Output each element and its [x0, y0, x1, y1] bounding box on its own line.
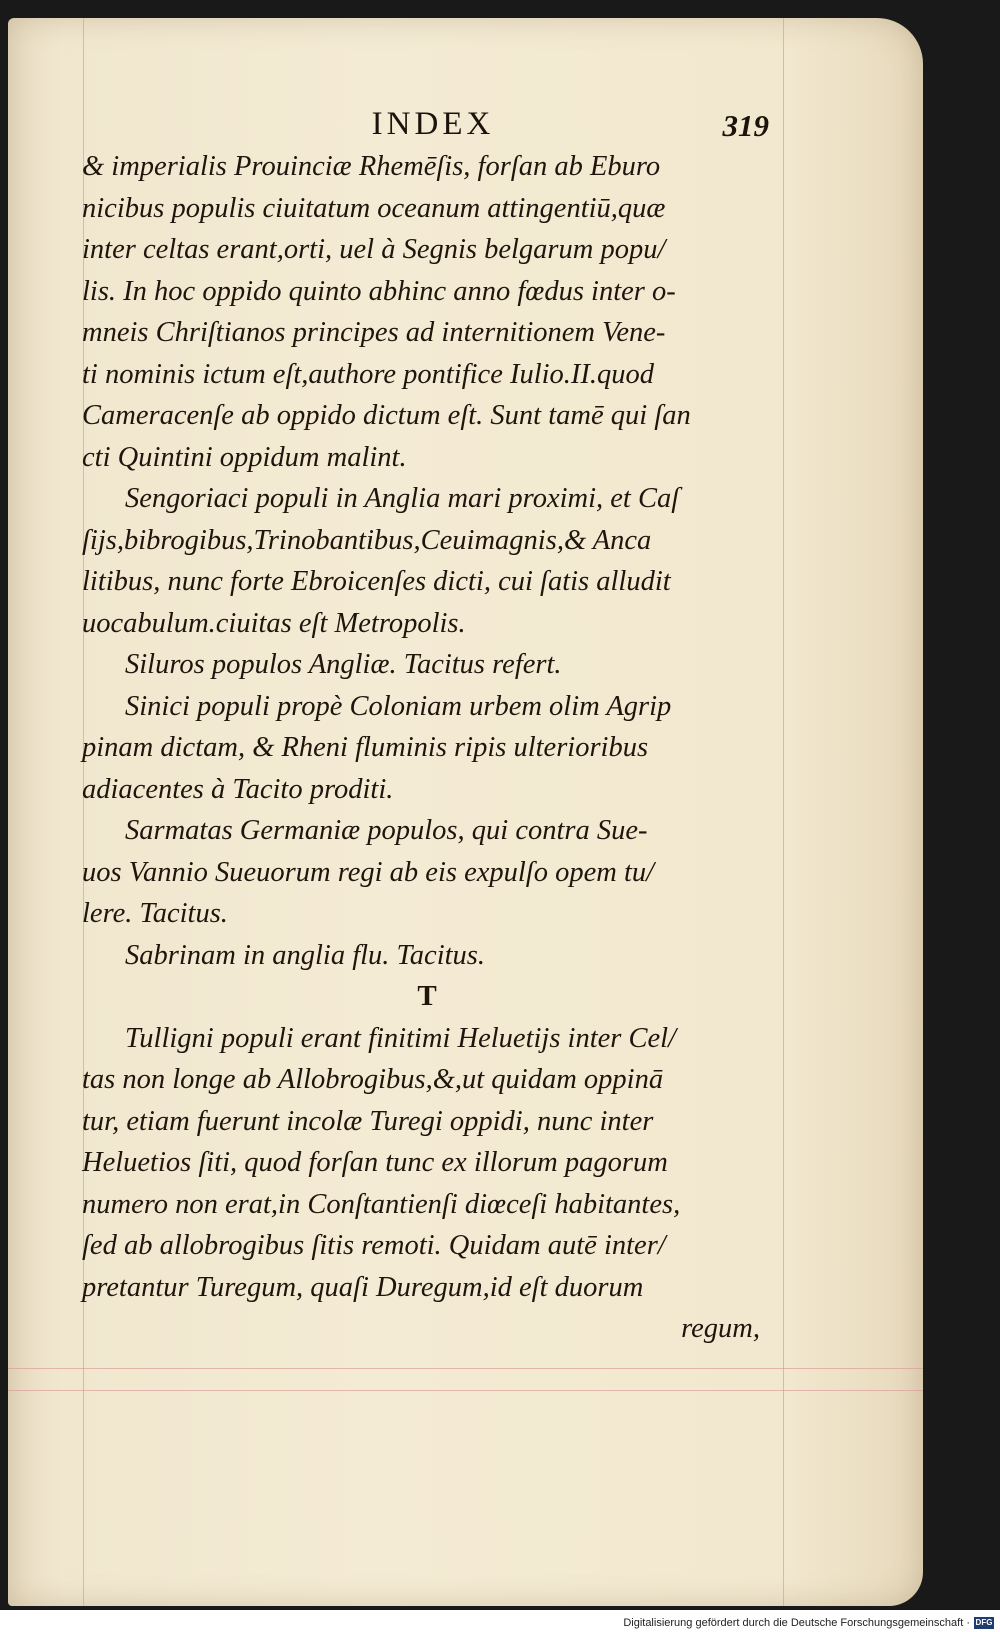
text-line: tas non longe ab Allobrogibus,&,ut quidam oppinā	[82, 1064, 664, 1095]
text-line: nicibus populis ciuitatum oceanum attingentiū,quæ	[82, 192, 666, 224]
text-line: numero non erat,in Conſtantienſi diœceſi habitantes,	[82, 1188, 681, 1220]
margin-rule-bottom-1	[8, 1368, 923, 1369]
text-line: tur, etiam fuerunt incolæ Turegi oppidi, nunc inter	[82, 1105, 654, 1137]
text-line: ſijs,bibrogibus,Trinobantibus,Ceuimagnis,& Anca	[82, 524, 652, 556]
entry-sinici: Sinici populi propè Coloniam urbem olim Agrip	[125, 690, 672, 722]
text-line: ſed ab allobrogibus ſitis remoti. Quidam autē inter/	[82, 1230, 666, 1261]
text-line: inter celtas erant,orti, uel à Segnis belgarum popu/	[82, 234, 666, 265]
index-text	[82, 146, 772, 1350]
text-line: litibus, nunc forte Ebroicenſes dicti, cui ſatis alludit	[82, 566, 671, 597]
running-head-title: INDEX	[371, 106, 495, 142]
footer-credit: Digitalisierung gefördert durch die Deutsche Forschungsgemeinschaft ·	[623, 1617, 970, 1629]
digitization-footer	[623, 1615, 994, 1631]
text-line: lis. In hoc oppido quinto abhinc anno fœdus inter o-	[82, 275, 676, 307]
text-line: mneis Chriſtianos principes ad internitionem Vene-	[82, 317, 666, 348]
entry-sengoriaci: Sengoriaci populi in Anglia mari proximi, et Caſ	[125, 483, 680, 514]
entry-tulligni: Tulligni populi erant finitimi Heluetijs inter Cel/	[125, 1022, 677, 1054]
text-line: pinam dictam, & Rheni fluminis ripis ulterioribus	[82, 732, 649, 763]
entry-siluros: Siluros populos Angliæ. Tacitus refert.	[125, 649, 562, 680]
text-line: & imperialis Prouinciæ Rhemēſis, forſan ab Eburo	[82, 151, 661, 182]
text-line: pretantur Turegum, quaſi Duregum,id eſt duorum	[82, 1271, 644, 1303]
text-line: adiacentes à Tacito proditi.	[82, 773, 394, 805]
entry-sabrinam: Sabrinam in anglia flu. Tacitus.	[125, 939, 485, 971]
text-line: Heluetios ſiti, quod forſan tunc ex illorum pagorum	[82, 1147, 668, 1178]
page-number: 319	[722, 108, 769, 143]
entry-sarmatas: Sarmatas Germaniæ populos, qui contra Sue-	[125, 815, 648, 846]
text-line: cti Quintini oppidum malint.	[82, 441, 407, 473]
catchword: regum,	[681, 1313, 760, 1344]
text-line: lere. Tacitus.	[82, 898, 228, 929]
section-letter: T	[417, 980, 437, 1012]
dfg-logo: DFG	[975, 1618, 993, 1627]
text-line: uocabulum.ciuitas eſt Metropolis.	[82, 607, 466, 639]
text-line: Cameracenſe ab oppido dictum eſt. Sunt tamē qui ſan	[82, 400, 691, 431]
text-line: uos Vannio Sueuorum regi ab eis expulſo opem tu/	[82, 856, 655, 888]
margin-rule-bottom-2	[8, 1390, 923, 1391]
text-line: ti nominis ictum eſt,authore pontifice Iulio.II.quod	[82, 358, 655, 390]
